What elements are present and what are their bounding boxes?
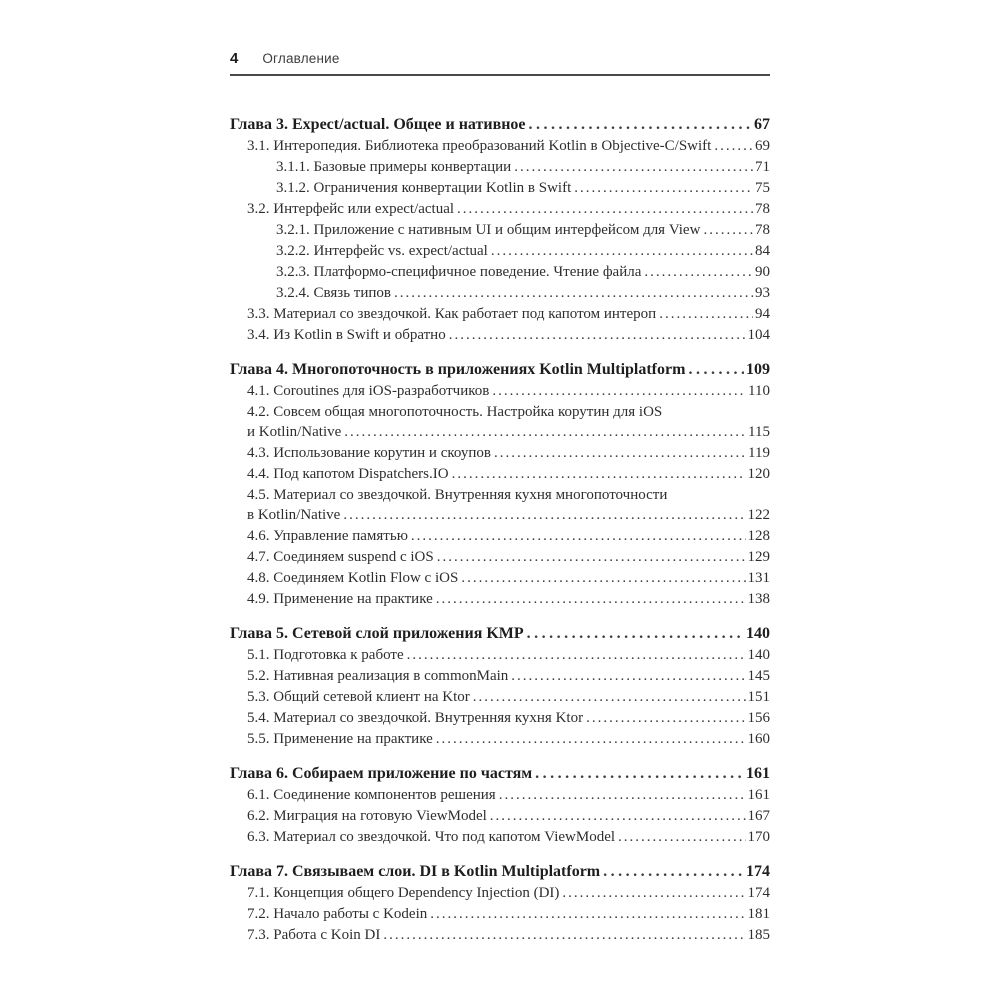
dot-leader [461,568,745,589]
toc-item-page: 181 [747,906,770,922]
toc-item-title: 3.2.3. Платформо-специфичное поведение. Чтение файла [276,264,642,280]
toc-item-title: 4.7. Соединяем suspend с iOS [247,549,434,565]
toc-item-row [230,283,770,304]
toc-chapter-page: 140 [746,625,770,642]
toc-item-title: 4.4. Под капотом Dispatchers.IO [247,466,449,482]
toc-chapter-page: 161 [746,765,770,782]
toc-chapter-page: 174 [746,863,770,880]
toc-item-title: 3.3. Материал со звездочкой. Как работает под капотом интероп [247,306,657,322]
toc-item-page: 167 [747,808,770,824]
toc-chapter-title: Глава 6. Собираем приложение по частям [230,765,533,782]
toc-item-title: 4.1. Coroutines для iOS-разработчиков [247,383,490,399]
dot-leader [411,526,746,547]
toc-item-page: 75 [755,180,770,196]
dot-leader [499,785,746,806]
toc-item-page: 170 [747,829,770,845]
toc-item-row [230,422,770,443]
toc-item-title: 3.1.1. Базовые примеры конвертации [276,159,512,175]
toc-item-page: 156 [747,710,770,726]
table-of-contents [230,114,770,946]
folio-page-number: 4 [230,50,239,67]
toc-item-title: 5.2. Нативная реализация в commonMain [247,668,509,684]
dot-leader [436,589,746,610]
toc-item-row [230,589,770,610]
dot-leader [562,883,745,904]
toc-item-page: 84 [755,243,770,259]
toc-item-page: 115 [748,424,770,440]
running-head-title: Оглавление [262,51,340,66]
dot-leader [383,925,745,946]
toc-item-title: 5.3. Общий сетевой клиент на Ktor [247,689,470,705]
toc-item-page: 128 [747,528,770,544]
toc-item-row [230,883,770,904]
toc-item-page: 78 [755,222,770,238]
toc-item-page: 93 [755,285,770,301]
toc-chapter-page: 109 [746,361,770,378]
toc-item-page: 145 [747,668,770,684]
dot-leader [603,861,744,882]
toc-item-row [230,645,770,666]
toc-section [230,359,770,610]
toc-item-page: 119 [748,445,770,461]
toc-item-page: 129 [747,549,770,565]
toc-item-title: 4.8. Соединяем Kotlin Flow с iOS [247,570,459,586]
dot-leader [457,199,753,220]
dot-leader [436,729,746,750]
toc-item-row [230,904,770,925]
dot-leader [490,806,746,827]
toc-item-row [230,178,770,199]
toc-item-title: 6.1. Соединение компонентов решения [247,787,496,803]
dot-leader [529,114,752,135]
toc-section [230,763,770,848]
toc-section [230,623,770,750]
toc-item-row [230,785,770,806]
toc-item-row [230,241,770,262]
toc-item-row [230,464,770,485]
toc-item-title: 4.6. Управление памятью [247,528,408,544]
toc-item-page: 161 [747,787,770,803]
toc-item-row [230,925,770,946]
dot-leader [343,505,745,526]
dot-leader [514,157,753,178]
dot-leader [452,464,746,485]
toc-item-line1: 4.2. Совсем общая многопоточность. Настройка корутин для iOS [247,404,663,420]
toc-item-page: 110 [748,383,770,399]
toc-chapter-title: Глава 5. Сетевой слой приложения KMP [230,625,524,642]
toc-chapter-row [230,359,770,380]
toc-item-page: 71 [755,159,770,175]
dot-leader [491,241,753,262]
toc-item-title: 3.2.4. Связь типов [276,285,391,301]
toc-item-row [230,262,770,283]
toc-chapter-title: Глава 4. Многопоточность в приложениях Kotlin Multiplatform [230,361,686,378]
dot-leader [430,904,745,925]
toc-item-row [230,325,770,346]
toc-item-line1: 4.5. Материал со звездочкой. Внутренняя кухня многопоточности [247,487,668,503]
toc-item-title: 5.4. Материал со звездочкой. Внутренняя кухня Ktor [247,710,584,726]
dot-leader [714,136,753,157]
toc-item-title: 4.9. Применение на практике [247,591,433,607]
toc-item-row [230,827,770,848]
toc-chapter-title: Глава 7. Связываем слои. DI в Kotlin Multiplatform [230,863,601,880]
toc-item-page: 78 [755,201,770,217]
dot-leader [492,381,746,402]
toc-item-row [230,443,770,464]
running-head [230,50,770,76]
toc-item-row [230,304,770,325]
dot-leader [644,262,753,283]
toc-chapter-row [230,763,770,784]
toc-item-page: 185 [747,927,770,943]
toc-section [230,861,770,946]
toc-item-page: 151 [747,689,770,705]
dot-leader [494,443,746,464]
toc-item-row [230,568,770,589]
toc-item-title: 4.3. Использование корутин и скоупов [247,445,491,461]
dot-leader [703,220,753,241]
toc-item-page: 140 [747,647,770,663]
toc-item-title: 6.3. Материал со звездочкой. Что под капотом ViewModel [247,829,616,845]
toc-item-page: 131 [747,570,770,586]
toc-item-title: 6.2. Миграция на готовую ViewModel [247,808,487,824]
toc-chapter-title: Глава 3. Expect/actual. Общее и нативное [230,116,526,133]
toc-item-title: и Kotlin/Native [247,424,342,440]
toc-chapter-page: 67 [754,116,770,133]
dot-leader [586,708,745,729]
dot-leader [473,687,746,708]
toc-item-row [230,526,770,547]
toc-item-row [230,381,770,402]
toc-item-row [230,136,770,157]
toc-item-page: 174 [747,885,770,901]
toc-item-page: 122 [747,507,770,523]
toc-item-title: 3.1. Интеропедия. Библиотека преобразований Kotlin в Objective-C/Swift [247,138,712,154]
toc-item-row [230,505,770,526]
dot-leader [394,283,753,304]
dot-leader [527,623,744,644]
toc-item-title: 3.1.2. Ограничения конвертации Kotlin в Swift [276,180,572,196]
toc-item-title: 5.1. Подготовка к работе [247,647,404,663]
toc-item-row [230,666,770,687]
toc-item-page: 160 [747,731,770,747]
toc-item-row [230,547,770,568]
dot-leader [511,666,745,687]
toc-item-title: 5.5. Применение на практике [247,731,433,747]
dot-leader [574,178,753,199]
toc-item-row [230,729,770,750]
toc-item-title: в Kotlin/Native [247,507,341,523]
toc-item-row [230,199,770,220]
toc-item-page: 94 [755,306,770,322]
toc-section [230,114,770,346]
dot-leader [535,763,744,784]
toc-item-page: 69 [755,138,770,154]
toc-chapter-row [230,114,770,135]
toc-item-title: 7.2. Начало работы с Kodein [247,906,428,922]
toc-item-row [230,687,770,708]
toc-item-row [230,806,770,827]
toc-chapter-row [230,861,770,882]
dot-leader [407,645,746,666]
toc-item-row [230,157,770,178]
toc-item-page: 90 [755,264,770,280]
toc-item-title: 7.3. Работа с Koin DI [247,927,381,943]
toc-item-title: 3.2. Интерфейс или expect/actual [247,201,455,217]
toc-item-page: 104 [747,327,770,343]
toc-item-title: 7.1. Концепция общего Dependency Injection (DI) [247,885,560,901]
toc-chapter-row [230,623,770,644]
dot-leader [618,827,745,848]
dot-leader [437,547,746,568]
toc-item-title: 3.2.1. Приложение с нативным UI и общим интерфейсом для View [276,222,701,238]
dot-leader [688,359,744,380]
toc-item-row [230,708,770,729]
dot-leader [449,325,746,346]
book-page [230,50,770,946]
toc-item-row [230,220,770,241]
toc-item-page: 138 [747,591,770,607]
toc-item-title: 3.2.2. Интерфейс vs. expect/actual [276,243,488,259]
toc-item-title: 3.4. Из Kotlin в Swift и обратно [247,327,446,343]
dot-leader [344,422,746,443]
dot-leader [659,304,753,325]
toc-item-page: 120 [747,466,770,482]
